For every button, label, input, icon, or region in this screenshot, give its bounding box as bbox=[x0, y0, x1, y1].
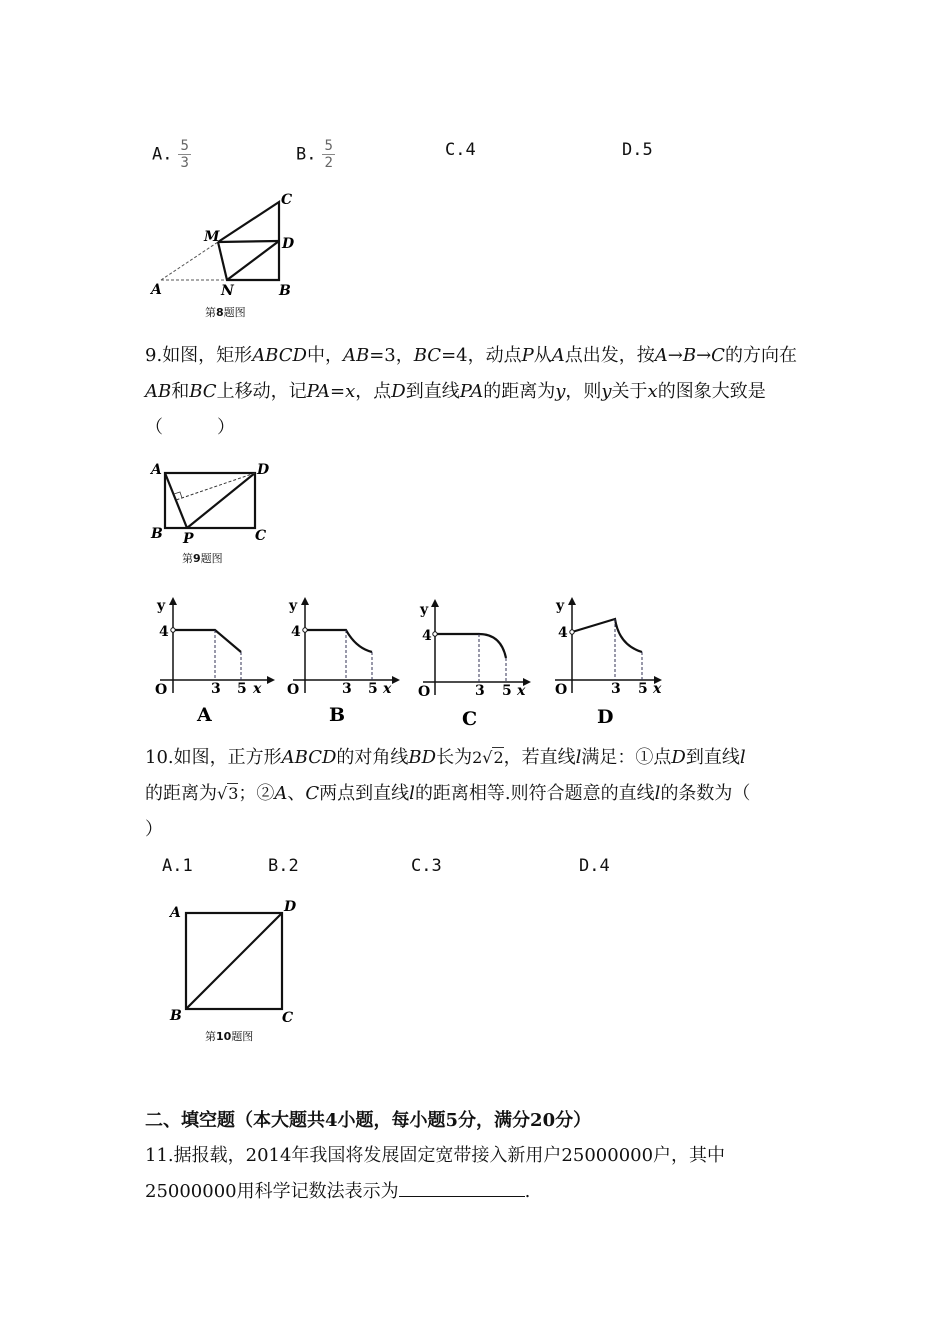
q8-figure bbox=[145, 188, 305, 300]
q9-label-a: A bbox=[151, 462, 162, 478]
q10-figure bbox=[160, 895, 310, 1030]
q8-label-a: A bbox=[151, 282, 162, 298]
q8-label-c: C bbox=[281, 192, 293, 208]
q9-label-d: D bbox=[257, 462, 270, 478]
q11-text: 11.据报载，2014年我国将发展固定宽带接入新用户25000000户，其中 25000000用科学记数法表示为 . bbox=[145, 1145, 726, 1202]
q10-option-b: B.2 bbox=[268, 856, 299, 876]
svg-text:O: O bbox=[155, 682, 168, 698]
svg-text:y: y bbox=[289, 598, 298, 614]
q10-text: 10.如图，正方形ABCD的对角线BD长为2√2，若直线l满足：①点D到直线l 的距离为√3；②A、C两点到直线l的距离相等.则符合题意的直线l的条数为（ ） bbox=[145, 747, 751, 840]
svg-text:O: O bbox=[418, 684, 431, 700]
svg-text:C: C bbox=[462, 708, 478, 730]
q10-label-c: C bbox=[282, 1010, 294, 1026]
svg-text:4: 4 bbox=[159, 624, 169, 640]
q9-text: 9.如图，矩形ABCD中，AB=3，BC=4，动点P从A点出发，按A→B→C的方向在 AB和BC上移动，记PA=x，点D到直线PA的距离为y，则y关于x的图象大致是 （ ） bbox=[145, 345, 797, 438]
q9-caption: 第9题图 bbox=[182, 552, 223, 565]
svg-text:5: 5 bbox=[638, 681, 648, 697]
svg-text:3: 3 bbox=[211, 681, 221, 697]
svg-text:O: O bbox=[287, 682, 300, 698]
q8-option-d: D.5 bbox=[622, 140, 653, 160]
q8-label-n: N bbox=[221, 283, 234, 299]
q9-label-b: B bbox=[151, 526, 163, 542]
q10-option-a: A.1 bbox=[162, 856, 193, 876]
graph-c bbox=[418, 599, 531, 730]
q10-label-a: A bbox=[170, 905, 181, 921]
svg-text:5: 5 bbox=[237, 681, 247, 697]
q10-caption: 第10题图 bbox=[205, 1030, 254, 1043]
q8-caption: 第8题图 bbox=[205, 306, 246, 319]
svg-text:B: B bbox=[329, 704, 346, 726]
q10-label-b: B bbox=[170, 1008, 182, 1024]
q8-option-c: C.4 bbox=[445, 140, 476, 160]
q8-label-m: M bbox=[204, 229, 220, 245]
svg-text:4: 4 bbox=[422, 628, 432, 644]
svg-text:3: 3 bbox=[611, 681, 621, 697]
q10-option-d: D.4 bbox=[579, 856, 610, 876]
q10-label-d: D bbox=[284, 899, 297, 915]
q8-option-b: B. $\frac{5}{2}$ bbox=[296, 138, 333, 171]
svg-text:O: O bbox=[555, 682, 568, 698]
svg-text:3: 3 bbox=[475, 683, 485, 699]
svg-text:4: 4 bbox=[291, 624, 301, 640]
graph-b bbox=[287, 597, 400, 726]
q8-option-a: A. $\frac{5}{3}$ bbox=[152, 138, 189, 171]
svg-text:x: x bbox=[383, 681, 392, 697]
svg-text:x: x bbox=[253, 681, 262, 697]
svg-text:5: 5 bbox=[502, 683, 512, 699]
q11-answer-blank[interactable] bbox=[399, 1178, 525, 1197]
q8-label-d: D bbox=[282, 236, 295, 252]
svg-text:y: y bbox=[420, 602, 429, 618]
svg-text:y: y bbox=[157, 598, 166, 614]
section-2-title: 二、填空题（本大题共4小题，每小题5分，满分20分） bbox=[145, 1110, 592, 1131]
svg-text:y: y bbox=[556, 598, 565, 614]
svg-text:3: 3 bbox=[342, 681, 352, 697]
q9-figure bbox=[145, 456, 275, 546]
q9-label-c: C bbox=[255, 528, 267, 544]
svg-text:D: D bbox=[597, 706, 614, 728]
q9-graphs bbox=[145, 590, 675, 730]
graph-a bbox=[155, 597, 275, 726]
q10-option-c: C.3 bbox=[411, 856, 442, 876]
svg-text:x: x bbox=[653, 681, 662, 697]
q8-label-b: B bbox=[279, 283, 291, 299]
svg-text:A: A bbox=[197, 704, 212, 726]
graph-d bbox=[555, 597, 662, 728]
svg-text:x: x bbox=[517, 683, 526, 699]
svg-text:4: 4 bbox=[558, 625, 568, 641]
svg-text:5: 5 bbox=[368, 681, 378, 697]
q9-label-p: P bbox=[183, 531, 194, 546]
